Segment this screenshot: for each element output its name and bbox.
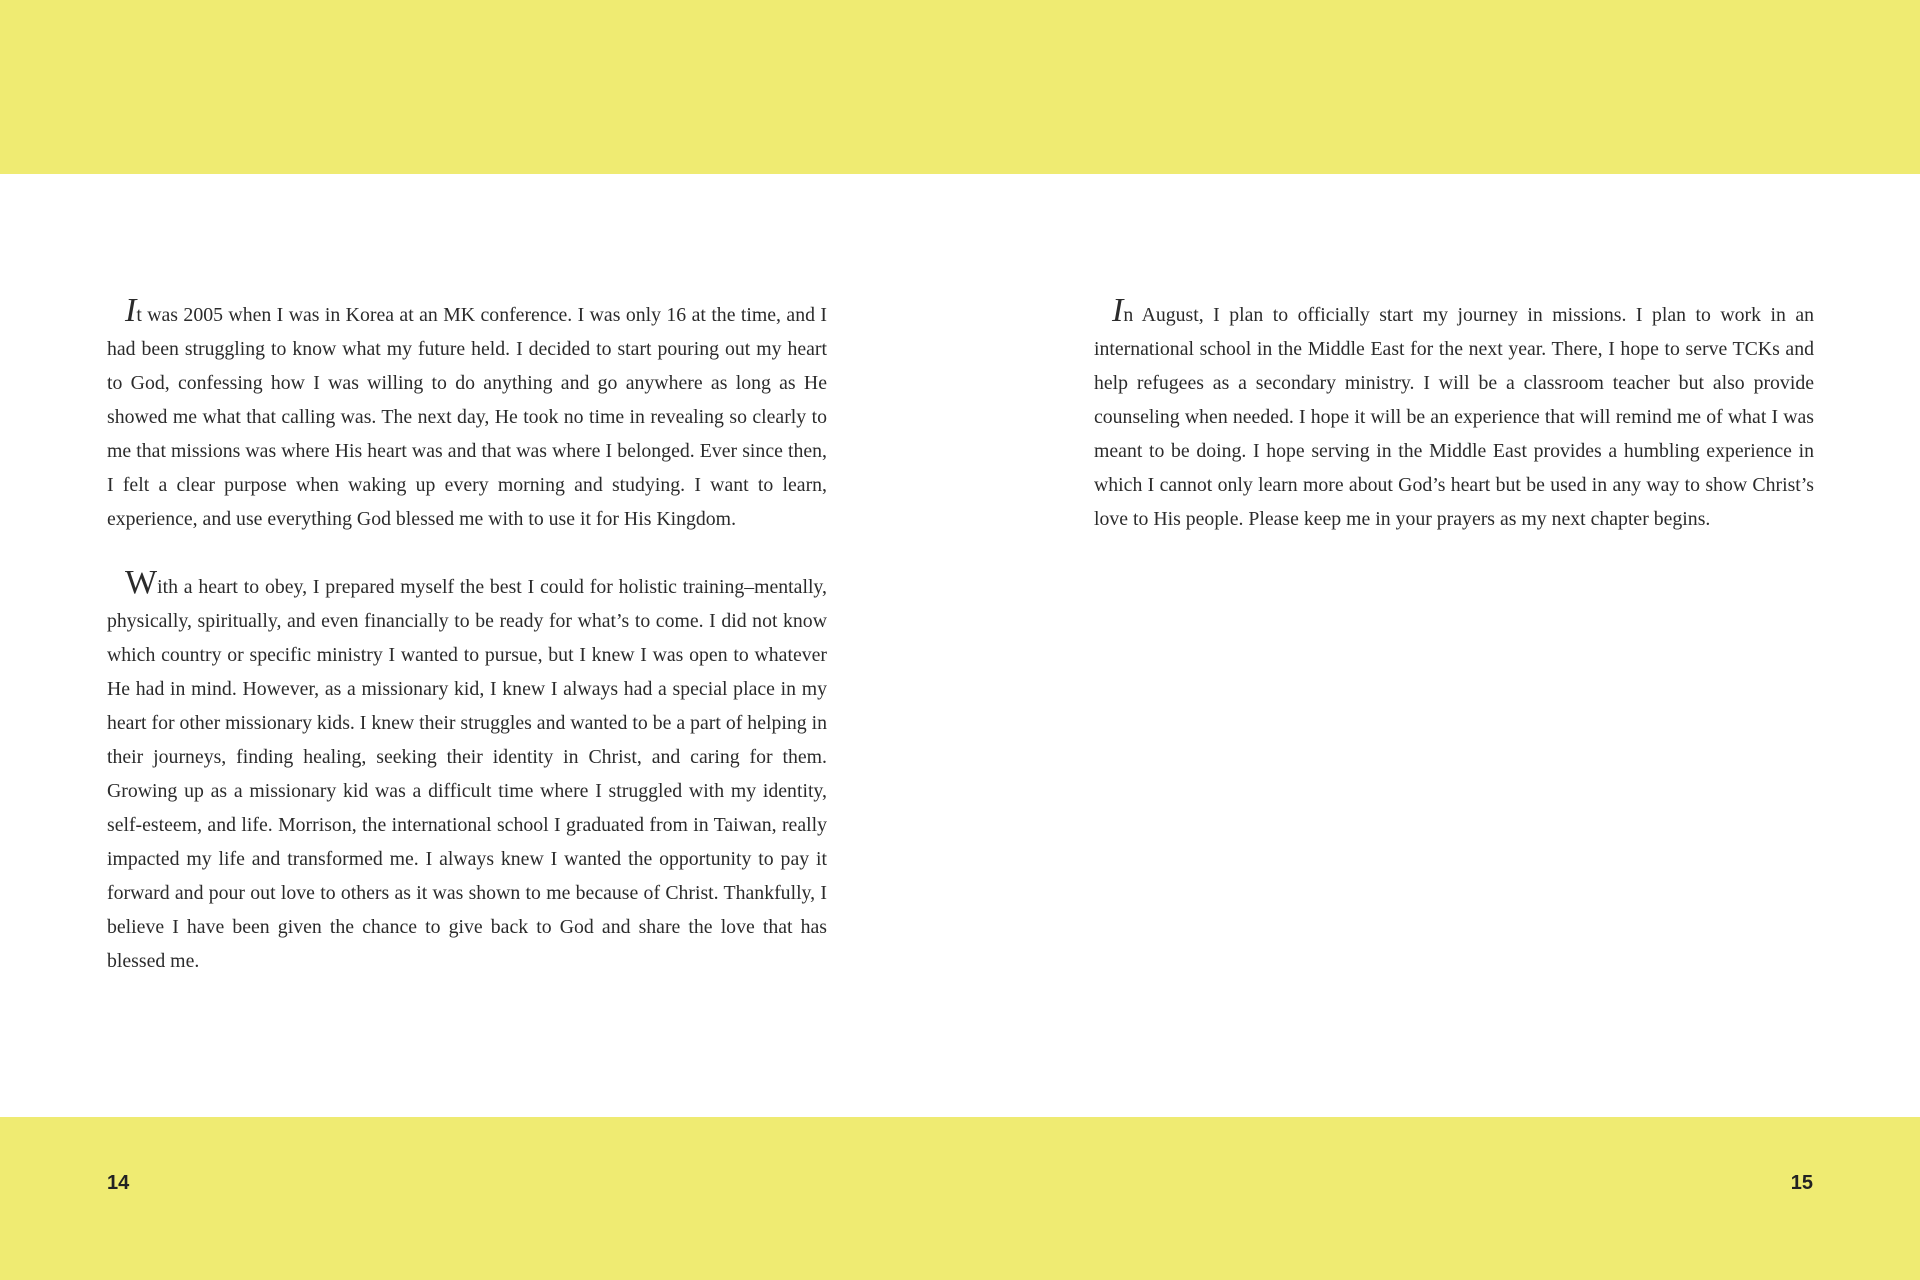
drop-cap: W: [125, 564, 158, 601]
drop-cap: I: [1112, 292, 1124, 329]
bottom-color-band: [0, 1117, 1920, 1280]
paragraph-text: t was 2005 when I was in Korea at an MK conference. I was only 16 at the time, and I had been struggling to know what my future held. I decided to start pouring out my heart to God, confessing how I was willing to do anything and go anywhere as long as He showed me what that calling was. The next day, He took no time in revealing so clearly to me that missions was where His heart was and that was where I belonged. Ever since then, I felt a clear purpose when waking up every morning and studying. I want to learn, experience, and use everything God blessed me with to use it for His Kingdom.: [107, 304, 827, 530]
page-number-left: 14: [107, 1172, 130, 1194]
paragraph-text: n August, I plan to officially start my journey in missions. I plan to work in an international school in the Middle East for the next year. There, I hope to serve TCKs and help refugees as a secondary ministry. I will be a classroom teacher but also provide counseling when needed. I hope it will be an experience that will remind me of what I was meant to be doing. I hope serving in the Middle East provides a humbling experience in which I cannot only learn more about God’s heart but be used in any way to show Christ’s love to His people. Please keep me in your prayers as my next chapter begins.: [1094, 304, 1814, 530]
paragraph-text: ith a heart to obey, I prepared myself the best I could for holistic training–mentally, physically, spiritually, and even financially to be ready for what’s to come. I did not know which country or specific ministry I wanted to pursue, but I knew I was open to whatever He had in mind. However, as a missionary kid, I knew I always had a special place in my heart for other missionary kids. I knew their struggles and wanted to be a part of helping in their journeys, finding healing, seeking their identity in Christ, and caring for them. Growing up as a missionary kid was a difficult time where I struggled with my identity, self-esteem, and life. Morrison, the international school I graduated from in Taiwan, really impacted my life and transformed me. I always knew I wanted the opportunity to pay it forward and pour out love to others as it was shown to me because of Christ. Thankfully, I believe I have been given the chance to give back to God and share the love that has blessed me.: [107, 576, 827, 972]
left-page-text: [107, 292, 827, 1012]
right-page-text: [1094, 292, 1814, 570]
paragraph-3: [1094, 292, 1814, 536]
top-color-band: [0, 0, 1920, 174]
paragraph-2: [107, 564, 827, 978]
page-number-right: 15: [1790, 1172, 1813, 1194]
paragraph-1: [107, 292, 827, 536]
drop-cap: I: [125, 292, 137, 329]
